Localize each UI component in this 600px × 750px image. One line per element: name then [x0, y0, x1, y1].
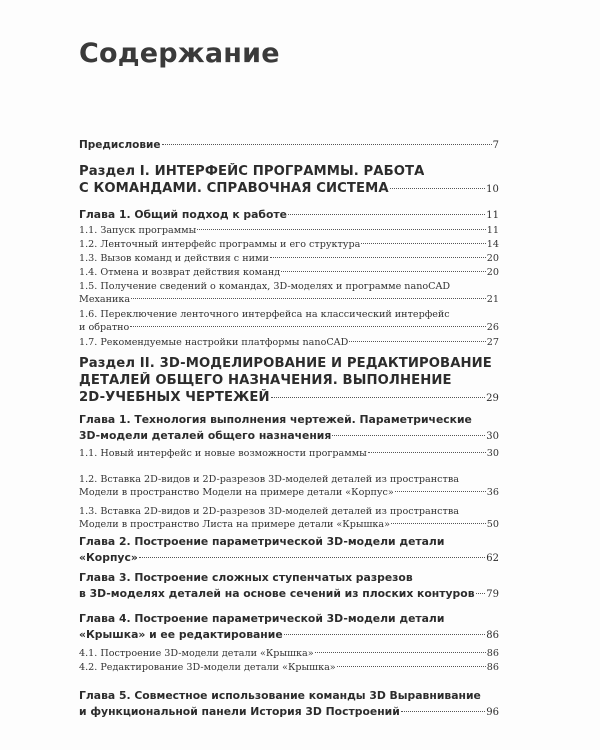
toc-entry-title: 1.7. Рекомендуемые настройки платформы nanoCAD: [79, 337, 349, 348]
toc-entry-title: в 3D-моделях деталей на основе сечений из плоских контуров: [79, 587, 475, 600]
toc-entry[interactable]: [79, 688, 499, 721]
toc-page-number: 79: [486, 589, 499, 600]
toc-entry[interactable]: [79, 207, 499, 224]
dot-leader: [139, 557, 485, 558]
toc-entry-title: и функциональной панели История 3D Построений: [79, 705, 400, 718]
toc-entry-title: 1.4. Отмена и возврат действия команд: [79, 267, 281, 278]
toc-entry[interactable]: [79, 662, 499, 675]
toc-entry[interactable]: [79, 534, 499, 567]
dot-leader: [395, 491, 486, 492]
toc-entry[interactable]: [79, 337, 499, 350]
toc-entry-title: Глава 5. Совместное использование команды 3D Выравнивание: [79, 689, 481, 702]
toc-entry-title: 4.1. Построение 3D-модели детали «Крышка»: [79, 648, 314, 659]
toc-entry[interactable]: [79, 611, 499, 644]
toc-entry-title: Глава 3. Построение сложных ступенчатых разрезов: [79, 571, 413, 584]
toc-entry[interactable]: [79, 448, 499, 461]
dot-leader: [130, 326, 485, 327]
toc-page-number: 10: [486, 184, 499, 195]
toc-entry-title: Модели в пространство Модели на примере детали «Корпус»: [79, 486, 394, 498]
toc-page-number: 86: [486, 630, 499, 641]
toc-page-number: 20: [486, 267, 499, 278]
toc-entry-title: «Корпус»: [79, 551, 138, 564]
toc-entry-title: 1.3. Вставка 2D-видов и 2D-разрезов 3D-моделей деталей из пространства: [79, 506, 459, 517]
toc-entry-title: 1.1. Новый интерфейс и новые возможности программы: [79, 448, 367, 459]
toc-entry-title: 1.6. Переключение ленточного интерфейса на классический интерфейс: [79, 309, 450, 320]
dot-leader: [197, 229, 486, 230]
toc-entry[interactable]: [79, 225, 499, 238]
dot-leader: [131, 298, 486, 299]
toc-page-number: 30: [486, 448, 499, 459]
toc-entry-title: С КОМАНДАМИ. СПРАВОЧНАЯ СИСТЕМА: [79, 181, 389, 196]
dot-leader: [284, 634, 486, 635]
toc-page-number: 30: [486, 431, 499, 442]
toc-entry[interactable]: [79, 253, 499, 266]
dot-leader: [288, 214, 485, 215]
dot-leader: [390, 188, 485, 189]
toc-entry-title: 1.2. Вставка 2D-видов и 2D-разрезов 3D-моделей деталей из пространства: [79, 474, 459, 485]
dot-leader: [270, 257, 486, 258]
toc-entry[interactable]: [79, 239, 499, 252]
toc-entry[interactable]: [79, 281, 499, 306]
toc-entry-title: 4.2. Редактирование 3D-модели детали «Крышка»: [79, 662, 336, 673]
toc-page-number: 7: [492, 140, 499, 151]
dot-leader: [332, 435, 485, 436]
dot-leader: [281, 271, 486, 272]
toc-entry-title: Глава 1. Технология выполнения чертежей. Параметрические: [79, 413, 472, 426]
dot-leader: [368, 452, 486, 453]
dot-leader: [162, 144, 492, 145]
toc-page-number: 36: [486, 486, 499, 498]
toc-page-number: 26: [486, 321, 499, 333]
dot-leader: [337, 666, 486, 667]
toc-entry[interactable]: [79, 355, 499, 407]
toc-entry-title: Глава 1. Общий подход к работе: [79, 208, 287, 221]
toc-entry-title: и обратно: [79, 321, 130, 333]
toc-entry-title: Глава 4. Построение параметрической 3D-модели детали: [79, 612, 445, 625]
dot-leader: [476, 593, 486, 594]
toc-page-number: 11: [486, 210, 499, 221]
toc-page-number: 62: [486, 553, 499, 564]
toc-entry[interactable]: [79, 139, 499, 151]
toc-page-number: 50: [486, 518, 499, 530]
toc-entry-title: 3D-модели деталей общего назначения: [79, 429, 332, 442]
toc-entry[interactable]: [79, 474, 499, 499]
toc-entry-title: Раздел I. ИНТЕРФЕЙС ПРОГРАММЫ. РАБОТА: [79, 164, 425, 179]
dot-leader: [349, 341, 485, 342]
toc-page-number: 21: [486, 293, 499, 305]
page-title: Содержание: [79, 38, 280, 69]
toc-entry-title: 1.1. Запуск программы: [79, 225, 197, 236]
dot-leader: [315, 652, 486, 653]
toc-entry[interactable]: [79, 648, 499, 661]
toc-entry[interactable]: [79, 412, 499, 445]
toc-entry-title: «Крышка» и ее редактирование: [79, 628, 283, 641]
toc-page-number: 27: [486, 337, 499, 348]
toc-entry-title: Механика: [79, 293, 131, 305]
toc-entry-title: 1.3. Вызов команд и действия с ними: [79, 253, 269, 264]
toc-entry-title: Предисловие: [79, 139, 161, 151]
toc-entry-title: 1.2. Ленточный интерфейс программы и его структура: [79, 239, 361, 250]
toc-entry-title: Раздел II. 3D-МОДЕЛИРОВАНИЕ И РЕДАКТИРОВАНИЕ: [79, 356, 492, 371]
toc-entry-title: Глава 2. Построение параметрической 3D-модели детали: [79, 535, 445, 548]
dot-leader: [271, 397, 485, 398]
toc-entry[interactable]: [79, 570, 499, 603]
toc-page-number: 86: [486, 662, 499, 673]
toc-page-number: 20: [486, 253, 499, 264]
toc-page-number: 29: [486, 393, 499, 404]
toc-page-number: 11: [486, 225, 499, 236]
toc-entry-title: Модели в пространство Листа на примере детали «Крышка»: [79, 518, 391, 530]
toc-page-number: 86: [486, 648, 499, 659]
toc-page-number: 14: [486, 239, 499, 250]
toc-entry-title: ДЕТАЛЕЙ ОБЩЕГО НАЗНАЧЕНИЯ. ВЫПОЛНЕНИЕ: [79, 373, 452, 388]
dot-leader: [401, 711, 485, 712]
toc-entry[interactable]: [79, 309, 499, 334]
dot-leader: [361, 243, 485, 244]
toc-entry[interactable]: [79, 506, 499, 531]
dot-leader: [391, 523, 486, 524]
toc-entry[interactable]: [79, 163, 499, 198]
toc-page-number: 96: [486, 707, 499, 718]
toc-entry-title: 1.5. Получение сведений о командах, 3D-моделях и программе nanoCAD: [79, 281, 451, 292]
toc-entry-title: 2D-УЧЕБНЫХ ЧЕРТЕЖЕЙ: [79, 390, 270, 405]
toc-entry[interactable]: [79, 267, 499, 280]
